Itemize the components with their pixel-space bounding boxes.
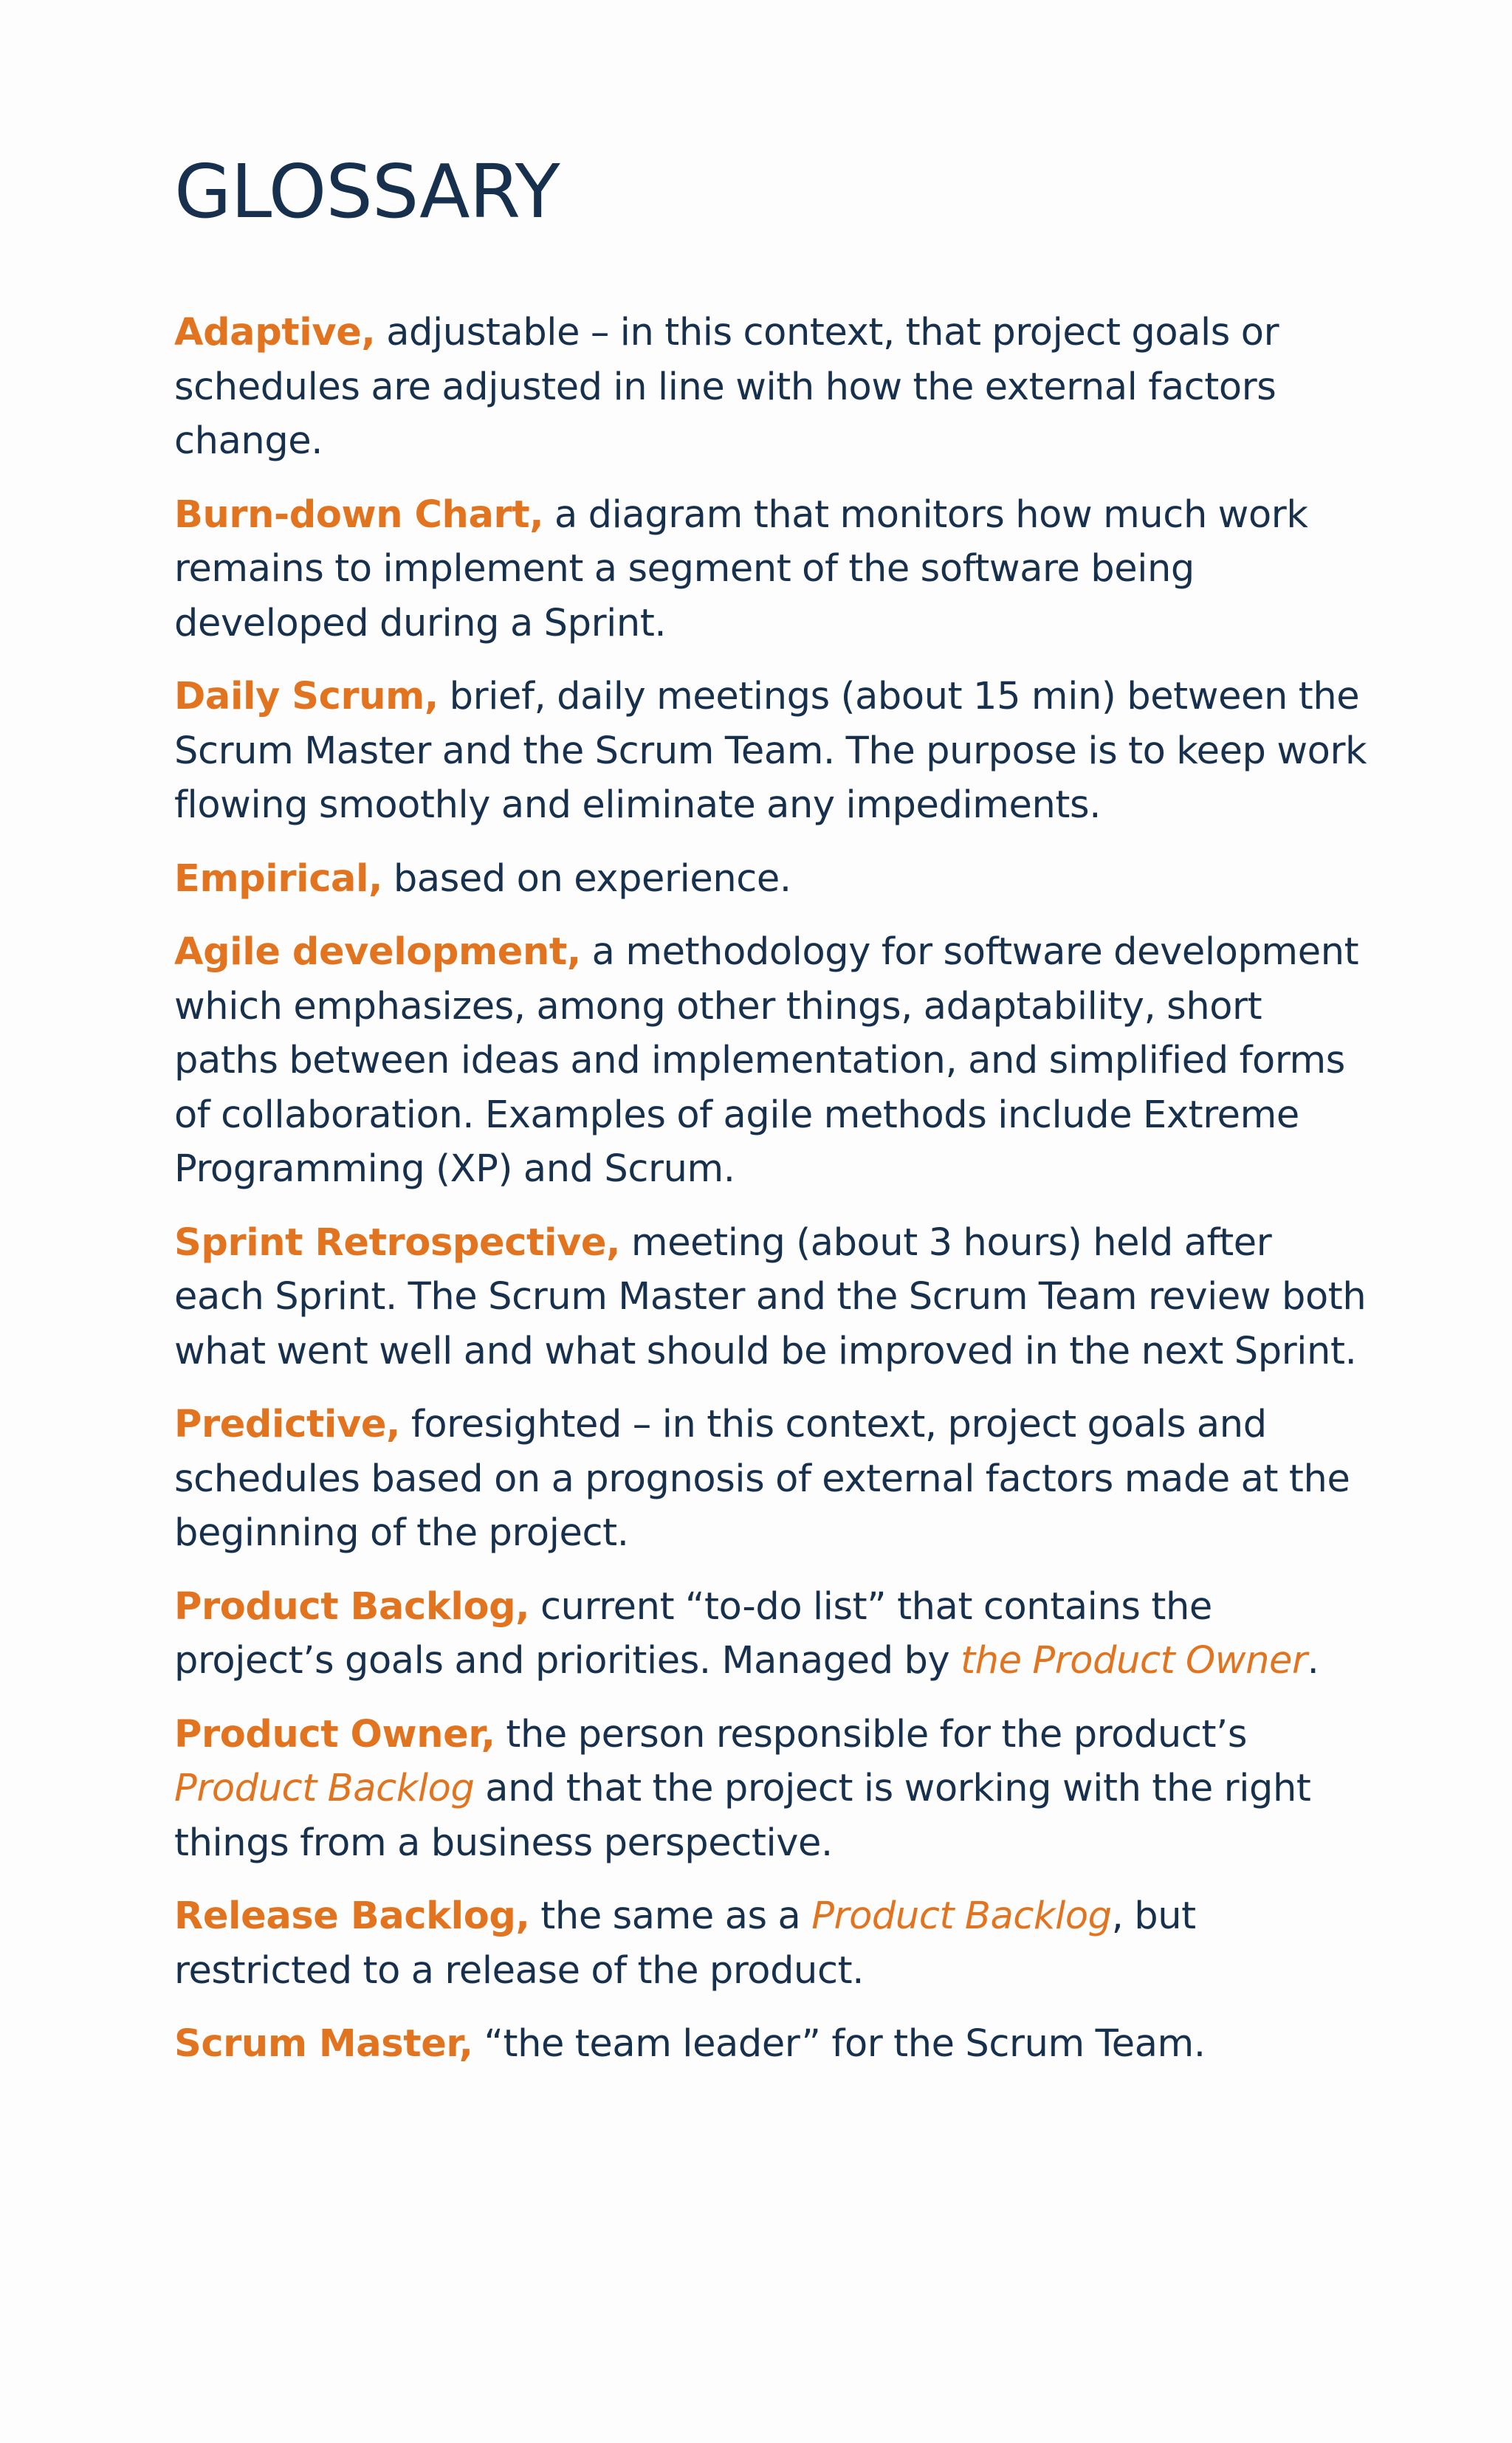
glossary-term: Sprint Retrospective, [174, 1220, 621, 1265]
glossary-entry-release-backlog [174, 1889, 1370, 1998]
glossary-term: Scrum Master, [174, 2022, 473, 2066]
glossary-cross-reference: Product Backlog [811, 1894, 1112, 1938]
glossary-cross-reference: the Product Owner [961, 1639, 1307, 1683]
glossary-term: Agile development, [174, 930, 581, 974]
page-title: GLOSSARY [174, 148, 560, 235]
glossary-entry-product-owner [174, 1708, 1370, 1871]
glossary-definition-end: and that the project is working with the right things from a business perspective. [174, 1767, 1311, 1865]
glossary-definition-end: , but restricted to a release of the product. [174, 1894, 1196, 1993]
glossary-term: Predictive, [174, 1403, 401, 1446]
glossary-term: Product Owner, [174, 1712, 495, 1756]
glossary-definition: brief, daily meetings (about 15 min) between the Scrum Master and the Scrum Team. The purpose is to keep work flowing smoothly and eliminate any impediments. [174, 675, 1367, 827]
glossary-definition: foresighted – in this context, project goals and schedules based on a prognosis of external factors made at the beginning of the project. [174, 1403, 1350, 1555]
glossary-definition: adjustable – in this context, that project goals or schedules are adjusted in line with how the external factors change. [174, 311, 1279, 463]
glossary-definition: “the team leader” for the Scrum Team. [484, 2022, 1206, 2066]
glossary-definition: a methodology for software development which emphasizes, among other things, adaptability, short paths between ideas and implementation, and simplified forms of collaboration. Examples of agile methods include Extreme Programming (XP) and Scrum. [174, 930, 1359, 1191]
glossary-definition: current “to-do list” that contains the project’s goals and priorities. Managed by [174, 1584, 1212, 1683]
glossary-definition: meeting (about 3 hours) held after each Sprint. The Scrum Master and the Scrum Team review both what went well and what should be improved in the next Sprint. [174, 1220, 1367, 1373]
glossary-entry-product-backlog [174, 1580, 1370, 1688]
glossary-entry-agile-development [174, 925, 1370, 1197]
glossary-entry-daily-scrum [174, 670, 1370, 833]
glossary-entry-predictive [174, 1398, 1370, 1561]
glossary-definition-end: . [1307, 1639, 1319, 1683]
glossary-entry-scrum-master [174, 2017, 1370, 2072]
glossary-term: Release Backlog, [174, 1894, 530, 1938]
glossary-term: Burn-down Chart, [174, 492, 544, 537]
glossary-page [174, 148, 1370, 2091]
glossary-entry-adaptive [174, 306, 1370, 469]
glossary-term: Product Backlog, [174, 1584, 530, 1629]
glossary-term: Adaptive, [174, 311, 376, 354]
glossary-definition: a diagram that monitors how much work remains to implement a segment of the software being developed during a Sprint. [174, 492, 1308, 645]
glossary-term: Daily Scrum, [174, 675, 439, 718]
glossary-term: Empirical, [174, 856, 383, 901]
glossary-entry-empirical [174, 852, 1370, 907]
glossary-entry-sprint-retrospective [174, 1216, 1370, 1379]
glossary-definition: based on experience. [393, 856, 791, 901]
glossary-entry-burn-down-chart [174, 488, 1370, 651]
glossary-cross-reference: Product Backlog [174, 1767, 475, 1810]
glossary-definition: the person responsible for the product’s [506, 1712, 1248, 1756]
glossary-definition: the same as a [540, 1894, 801, 1938]
